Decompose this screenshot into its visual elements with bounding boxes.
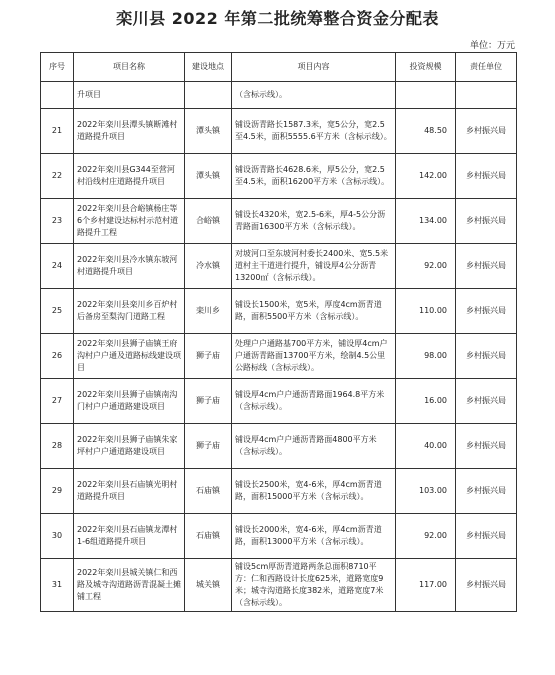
responsible-unit: 乡村振兴局 bbox=[456, 424, 517, 469]
table-row bbox=[41, 559, 517, 612]
project-content: 铺设长2000米，宽4-6米，厚4cm沥青道路，面积13000平方米（含标示线）。 bbox=[232, 514, 396, 559]
location: 冷水镇 bbox=[185, 244, 232, 289]
table-row bbox=[41, 244, 517, 289]
project-content: 铺设长2500米，宽4-6米，厚4cm沥青道路，面积15000平方米（含标示线）。 bbox=[232, 469, 396, 514]
header-content: 项目内容 bbox=[232, 53, 396, 82]
location: 石庙镇 bbox=[185, 514, 232, 559]
investment: 117.00 bbox=[396, 559, 456, 612]
project-content: 铺设长4320米，宽2.5-6米，厚4-5公分沥青路面16300平方米（含标示线）。 bbox=[232, 199, 396, 244]
project-name: 2022年栾川县潭头镇断滩村道路提升项目 bbox=[74, 109, 185, 154]
unit-label: 单位：万元 bbox=[469, 41, 515, 51]
location: 潭头镇 bbox=[185, 109, 232, 154]
table-row bbox=[41, 334, 517, 379]
project-content: 铺设沥青路长1587.3米，宽5公分，宽2.5至4.5米，面积5555.6平方米（含标示线）。 bbox=[232, 109, 396, 154]
investment: 40.00 bbox=[396, 424, 456, 469]
investment: 48.50 bbox=[396, 109, 456, 154]
responsible-unit: 乡村振兴局 bbox=[456, 514, 517, 559]
row-number: 29 bbox=[41, 469, 74, 514]
table-row bbox=[41, 199, 517, 244]
investment: 98.00 bbox=[396, 334, 456, 379]
investment: 103.00 bbox=[396, 469, 456, 514]
responsible-unit: 乡村振兴局 bbox=[456, 154, 517, 199]
table-row bbox=[41, 469, 517, 514]
row-number: 30 bbox=[41, 514, 74, 559]
table-row bbox=[41, 514, 517, 559]
row-number: 21 bbox=[41, 109, 74, 154]
table-row bbox=[41, 424, 517, 469]
responsible-unit: 乡村振兴局 bbox=[456, 289, 517, 334]
row-number: 31 bbox=[41, 559, 74, 612]
project-name: 2022年栾川县狮子庙镇朱家坪村户户通道路建设项目 bbox=[74, 424, 185, 469]
investment: 142.00 bbox=[396, 154, 456, 199]
project-name: 2022年栾川县石庙镇光明村道路提升项目 bbox=[74, 469, 185, 514]
row-number: 28 bbox=[41, 424, 74, 469]
location: 石庙镇 bbox=[185, 469, 232, 514]
page-title: 栾川县 2022 年第二批统筹整合资金分配表 bbox=[116, 9, 439, 28]
header-place: 建设地点 bbox=[185, 53, 232, 82]
project-content: 铺设5cm厚沥青道路两条总面积8710平方：仁和西路设计长度625米，道路宽度9米；城寺沟道路长度382米，道路宽度7米（含标示线）。 bbox=[232, 559, 396, 612]
project-name: 2022年栾川县狮子庙镇王府沟村户户通及道路标线建设项目 bbox=[74, 334, 185, 379]
location: 狮子庙 bbox=[185, 334, 232, 379]
responsible-unit: 乡村振兴局 bbox=[456, 199, 517, 244]
row-number: 24 bbox=[41, 244, 74, 289]
project-name: 2022年栾川县栾川乡百炉村后备房至梨沟门道路工程 bbox=[74, 289, 185, 334]
project-content: 处理户户通路基700平方米，铺设厚4cm户户通沥青路面13700平方米，绘制4.5公里公路标线（含标示线）。 bbox=[232, 334, 396, 379]
investment: 16.00 bbox=[396, 379, 456, 424]
project-content: 对坡河口至东坡河村委长2400米、宽5.5米道村主干道进行提升，铺设厚4公分沥青13200㎡（含标示线）。 bbox=[232, 244, 396, 289]
responsible-unit: 乡村振兴局 bbox=[456, 469, 517, 514]
header-unit: 责任单位 bbox=[456, 53, 517, 82]
project-name: 2022年栾川县合峪镇杨庄等6个乡村建设达标村示范村道路提升工程 bbox=[74, 199, 185, 244]
table-header-row bbox=[41, 53, 517, 82]
project-name: 2022年栾川县冷水镇东坡河村道路提升项目 bbox=[74, 244, 185, 289]
responsible-unit: 乡村振兴局 bbox=[456, 379, 517, 424]
responsible-unit: 乡村振兴局 bbox=[456, 109, 517, 154]
row-number: 27 bbox=[41, 379, 74, 424]
location: 狮子庙 bbox=[185, 379, 232, 424]
project-name: 升项目 bbox=[74, 82, 185, 109]
table-row bbox=[41, 154, 517, 199]
investment: 134.00 bbox=[396, 199, 456, 244]
project-content: 铺设长1500米，宽5米，厚度4cm沥青道路，面积5500平方米（含标示线）。 bbox=[232, 289, 396, 334]
header-name: 项目名称 bbox=[74, 53, 185, 82]
project-content: 铺设厚4cm户户通沥青路面4800平方米（含标示线）。 bbox=[232, 424, 396, 469]
project-name: 2022年栾川县G344至营河村沿线村庄道路提升项目 bbox=[74, 154, 185, 199]
table-row bbox=[41, 379, 517, 424]
continuation-row bbox=[41, 82, 517, 109]
project-name: 2022年栾川县石庙镇龙潭村1-6组道路提升项目 bbox=[74, 514, 185, 559]
responsible-unit: 乡村振兴局 bbox=[456, 559, 517, 612]
location: 合峪镇 bbox=[185, 199, 232, 244]
allocation-table bbox=[40, 52, 517, 612]
location: 城关镇 bbox=[185, 559, 232, 612]
location: 栾川乡 bbox=[185, 289, 232, 334]
table-row bbox=[41, 109, 517, 154]
row-number: 22 bbox=[41, 154, 74, 199]
investment: 92.00 bbox=[396, 514, 456, 559]
header-amount: 投资规模 bbox=[396, 53, 456, 82]
location: 潭头镇 bbox=[185, 154, 232, 199]
project-name: 2022年栾川县城关镇仁和西路及城寺沟道路沥青混凝土摊铺工程 bbox=[74, 559, 185, 612]
project-name: 2022年栾川县狮子庙镇南沟门村户户通道路建设项目 bbox=[74, 379, 185, 424]
project-content: 铺设厚4cm户户通沥青路面1964.8平方米（含标示线）。 bbox=[232, 379, 396, 424]
responsible-unit: 乡村振兴局 bbox=[456, 334, 517, 379]
project-content: （含标示线）。 bbox=[232, 82, 396, 109]
row-number: 25 bbox=[41, 289, 74, 334]
investment: 110.00 bbox=[396, 289, 456, 334]
row-number: 23 bbox=[41, 199, 74, 244]
responsible-unit: 乡村振兴局 bbox=[456, 244, 517, 289]
table-row bbox=[41, 289, 517, 334]
project-content: 铺设沥青路长4628.6米，厚5公分，宽2.5至4.5米，面积16200平方米（含标示线）。 bbox=[232, 154, 396, 199]
row-number: 26 bbox=[41, 334, 74, 379]
investment: 92.00 bbox=[396, 244, 456, 289]
header-no: 序号 bbox=[41, 53, 74, 82]
location: 狮子庙 bbox=[185, 424, 232, 469]
